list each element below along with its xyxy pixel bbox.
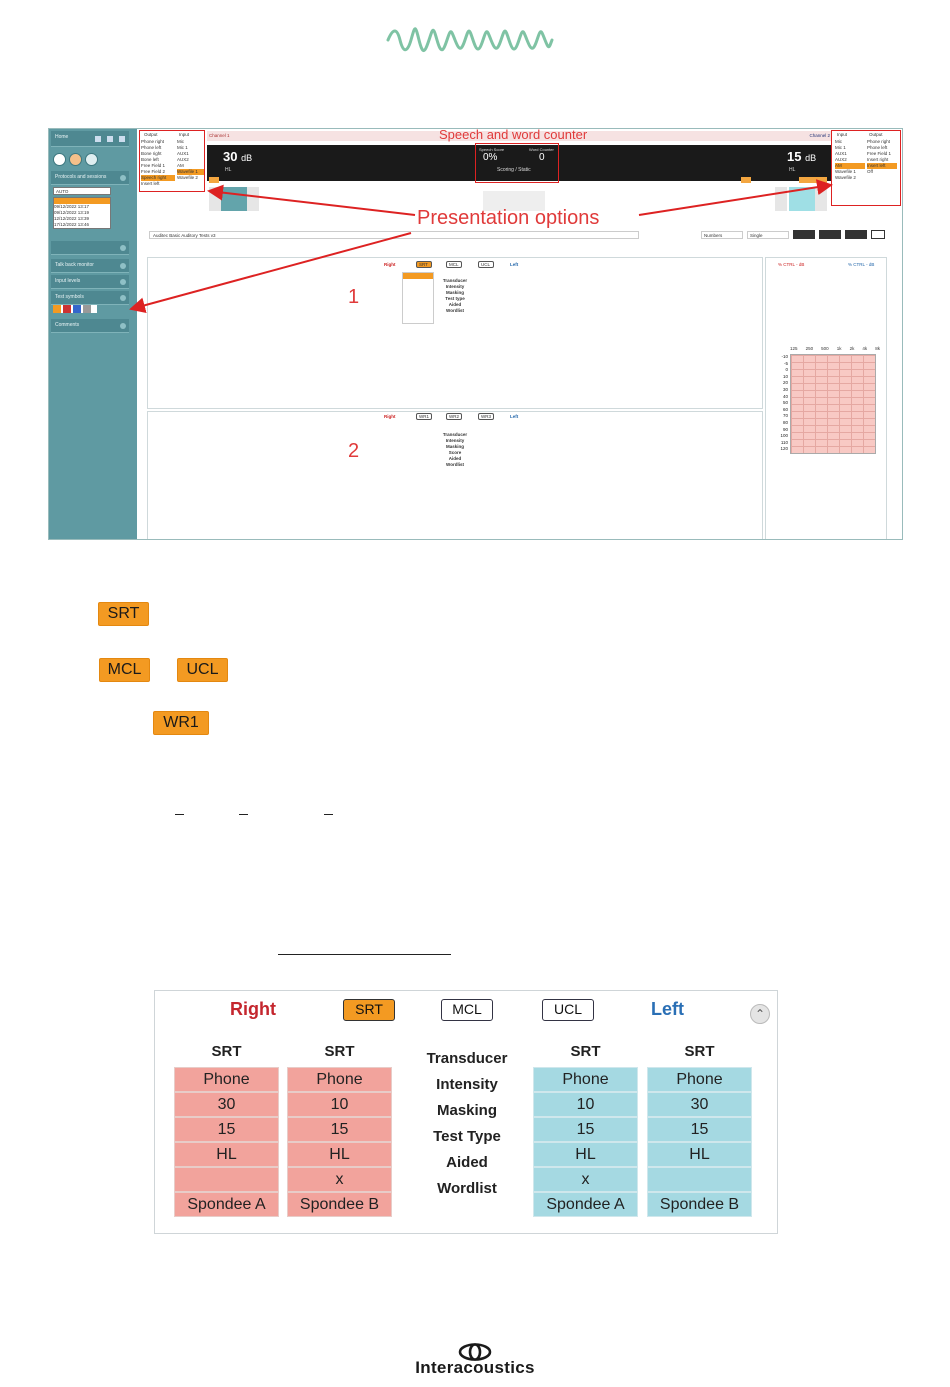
menu-item[interactable]: AUX1	[835, 151, 847, 156]
channel1-label: Channel 1	[209, 133, 230, 138]
cell-intensity[interactable]: 10	[287, 1092, 392, 1117]
wr1-tab-label: WR1	[419, 414, 429, 419]
sidebar-section-inputlevels[interactable]: Input levels	[51, 275, 129, 289]
zoom-left-label: Left	[651, 999, 684, 1019]
y-tick: -10	[781, 354, 788, 359]
menu-item[interactable]: Mic	[177, 139, 184, 144]
menu-item[interactable]: AUX1	[177, 151, 189, 156]
cell-transducer[interactable]: Phone	[533, 1067, 638, 1092]
y-tick: 40	[782, 393, 788, 399]
zoom-ucl-tab[interactable]: UCL	[542, 999, 594, 1021]
menu-item[interactable]: Mic	[835, 139, 842, 144]
right-srt-column-1[interactable]	[174, 1044, 279, 1217]
menu-item[interactable]: Free Field 1	[867, 151, 892, 156]
channel1-hl: HL	[225, 167, 232, 173]
menu-item[interactable]: Insert left	[141, 181, 160, 186]
menu-item[interactable]: Free Field 1	[141, 163, 166, 168]
row-label: Score	[448, 450, 462, 455]
menu-item[interactable]: Phone right	[141, 139, 165, 144]
cell-intensity[interactable]: 10	[533, 1092, 638, 1117]
y-tick: 120	[780, 446, 788, 452]
menu-item-selected[interactable]: Speech right	[141, 175, 175, 181]
row-label-aided: Aided	[446, 1154, 488, 1171]
menu-item-selected[interactable]: Wavefile 1	[177, 169, 205, 175]
row-label-masking: Masking	[436, 1102, 497, 1119]
menu-item[interactable]: Bone right	[141, 151, 162, 156]
column-header: SRT	[684, 1043, 715, 1060]
y-tick: 90	[782, 426, 788, 432]
menu-item[interactable]: Phone left	[141, 145, 162, 150]
srt-tab-label: SRT	[419, 262, 428, 267]
row-label-test-type: Test Type	[433, 1128, 501, 1145]
row-label-intensity: Intensity	[436, 1076, 498, 1093]
cell-aided[interactable]	[647, 1167, 752, 1192]
menu-item[interactable]: Insert right	[867, 157, 889, 162]
mcl-tab-label: MCL	[449, 262, 459, 267]
single-select-value: Single	[750, 233, 763, 238]
cell-aided[interactable]	[174, 1167, 279, 1192]
db-unit: dB	[805, 153, 817, 163]
row-label: Transducer	[442, 432, 468, 437]
row-label-transducer: Transducer	[426, 1050, 508, 1067]
menu-item[interactable]: Off	[867, 169, 873, 174]
cell-intensity[interactable]: 30	[647, 1092, 752, 1117]
zoom-srt-tab[interactable]: SRT	[343, 999, 395, 1021]
sidebar-section-testsymbols[interactable]: Test symbols	[51, 291, 129, 305]
channel2-db-value: 15	[787, 149, 802, 164]
menu-item[interactable]: Mic 1	[177, 145, 188, 150]
protocol-select[interactable]: AUTO	[53, 187, 111, 195]
session-date[interactable]: 17/12/2022 13:46	[54, 222, 90, 227]
y-tick: 50	[782, 400, 788, 406]
session-date[interactable]: 09/12/2022 13:19	[54, 210, 90, 215]
wr1-button[interactable]: WR1	[153, 711, 209, 735]
waveform-logo-icon	[385, 22, 555, 58]
menu-input-header: Input	[179, 132, 190, 137]
menu-item-selected[interactable]: Insert left	[867, 163, 897, 169]
session-date[interactable]: 09/12/2022 13:17	[54, 204, 90, 209]
cell-test-type[interactable]: HL	[647, 1142, 752, 1167]
wr2-tab-label: WR2	[449, 414, 459, 419]
cell-masking[interactable]: 15	[174, 1117, 279, 1142]
underline-mark	[239, 814, 248, 815]
cell-transducer[interactable]: Phone	[647, 1067, 752, 1092]
cell-intensity[interactable]: 30	[174, 1092, 279, 1117]
graph-left-label: % CTRL - dB	[778, 262, 805, 267]
x-tick: 250	[805, 346, 814, 351]
row-label: Test type	[445, 296, 465, 301]
zoom-mcl-tab[interactable]: MCL	[441, 999, 493, 1021]
menu-item[interactable]: Phone left	[867, 145, 888, 150]
menu-item[interactable]: Phone right	[867, 139, 891, 144]
annotation-area-1: 1	[348, 286, 360, 308]
cell-aided[interactable]: x	[533, 1167, 638, 1192]
menu-item[interactable]: AUX2	[177, 157, 189, 162]
sidebar-section-talkback[interactable]: Talk back monitor	[51, 259, 129, 273]
zoom-right-label: Right	[230, 999, 276, 1019]
cell-transducer[interactable]: Phone	[287, 1067, 392, 1092]
annotation-presentation-options: Presentation options	[417, 207, 600, 229]
channel2-label: Channel 2	[809, 133, 830, 138]
right-label: Right	[384, 262, 396, 267]
scoring-label: Scoring / Static	[497, 167, 531, 173]
underline-mark	[324, 814, 333, 815]
underline-mark	[278, 954, 451, 955]
x-tick: 2k	[849, 346, 855, 351]
x-tick: 125	[790, 346, 798, 351]
session-date[interactable]: 12/12/2022 13:39	[54, 216, 90, 221]
test-select-value: Auditec Basic Auditory Tests v3	[153, 233, 216, 238]
channel1-db-value: 30	[223, 149, 238, 164]
right-label: Right	[384, 414, 396, 419]
column-header: SRT	[211, 1043, 242, 1060]
sidebar-toolbar: Home	[51, 131, 129, 147]
annotation-speech-counter: Speech and word counter	[439, 128, 588, 142]
menu-item[interactable]: Wavefile 1	[835, 169, 856, 174]
cell-masking[interactable]: 15	[533, 1117, 638, 1142]
cell-test-type[interactable]: HL	[533, 1142, 638, 1167]
wr3-tab-label: WR3	[481, 414, 491, 419]
y-tick: -5	[783, 360, 788, 366]
y-tick: 10	[782, 373, 788, 379]
cell-wordlist[interactable]: Spondee A	[533, 1192, 638, 1217]
x-tick: 500	[821, 346, 829, 351]
row-label: Intensity	[445, 284, 465, 289]
y-tick: 30	[782, 386, 788, 392]
underline-mark	[175, 814, 184, 815]
left-srt-column-1[interactable]	[533, 1044, 638, 1217]
row-label: Wordlist	[446, 462, 464, 467]
sidebar-section-protocols[interactable]: Protocols and sessions	[51, 171, 129, 185]
y-tick: 100	[780, 433, 788, 439]
menu-item[interactable]: Wavefile 2	[835, 175, 856, 180]
row-label: Aided	[448, 302, 462, 307]
menu-item[interactable]: Bone left	[141, 157, 159, 162]
graph-right-label: % CTRL - dB	[848, 262, 875, 267]
left-label: Left	[510, 414, 519, 419]
row-label: Transducer	[442, 278, 468, 283]
y-tick: 110	[780, 439, 788, 445]
y-tick: 0	[785, 367, 788, 373]
annotation-area-2: 2	[348, 440, 360, 462]
cell-masking[interactable]: 15	[287, 1117, 392, 1142]
menu-item[interactable]: AM	[177, 163, 184, 168]
cell-wordlist[interactable]: Spondee B	[287, 1192, 392, 1217]
row-label: Intensity	[445, 438, 465, 443]
menu-output-header: Output	[869, 132, 883, 137]
menu-item[interactable]: Wavefile 2	[177, 175, 198, 180]
row-label: Masking	[445, 290, 464, 295]
menu-item[interactable]: Mic 1	[835, 145, 846, 150]
y-tick: 70	[782, 413, 788, 419]
cell-masking[interactable]: 15	[647, 1117, 752, 1142]
numbers-select-value: Numbers	[704, 233, 723, 238]
mcl-button[interactable]: MCL	[99, 658, 150, 682]
row-label: Wordlist	[446, 308, 464, 313]
x-tick: 8k	[875, 346, 880, 351]
word-counter-label: Word Counter	[529, 147, 554, 152]
menu-input-header: Input	[837, 132, 848, 137]
menu-output-header: Output	[144, 132, 158, 137]
column-header: SRT	[324, 1043, 355, 1060]
cell-wordlist[interactable]: Spondee B	[647, 1192, 752, 1217]
db-unit: dB	[241, 153, 253, 163]
channel2-hl: HL	[789, 167, 796, 173]
right-srt-column-2[interactable]	[287, 1044, 392, 1217]
row-label-wordlist: Wordlist	[437, 1180, 497, 1197]
left-label: Left	[510, 262, 519, 267]
word-counter-value: 0	[539, 152, 545, 163]
annotation-arrows	[49, 129, 903, 540]
cell-test-type[interactable]: HL	[174, 1142, 279, 1167]
menu-item[interactable]: Free Field 2	[141, 169, 166, 174]
x-tick: 1k	[836, 346, 842, 351]
ucl-button[interactable]: UCL	[177, 658, 228, 682]
brand-name: Interacoustics	[415, 1358, 535, 1377]
ucl-tab-label: UCL	[481, 262, 491, 267]
y-tick: 60	[782, 406, 788, 412]
y-tick: 20	[782, 380, 788, 386]
collapse-chevron-icon[interactable]: ⌃	[750, 1004, 770, 1024]
speech-score-value: 0%	[483, 152, 498, 163]
x-tick: 4k	[862, 346, 868, 351]
menu-item-selected[interactable]: AM	[835, 163, 865, 169]
software-screenshot	[48, 128, 903, 540]
cell-transducer[interactable]: Phone	[174, 1067, 279, 1092]
left-srt-column-2[interactable]	[647, 1044, 752, 1217]
speech-score-label: Speech Score	[479, 147, 505, 152]
menu-item[interactable]: AUX2	[835, 157, 847, 162]
column-header: SRT	[570, 1043, 601, 1060]
cell-test-type[interactable]: HL	[287, 1142, 392, 1167]
srt-button[interactable]: SRT	[98, 602, 149, 626]
y-tick: 80	[782, 419, 788, 425]
cell-wordlist[interactable]: Spondee A	[174, 1192, 279, 1217]
cell-aided[interactable]: x	[287, 1167, 392, 1192]
row-label: Masking	[445, 444, 464, 449]
row-label: Aided	[448, 456, 462, 461]
sidebar-section-comments[interactable]: Comments	[51, 319, 129, 333]
